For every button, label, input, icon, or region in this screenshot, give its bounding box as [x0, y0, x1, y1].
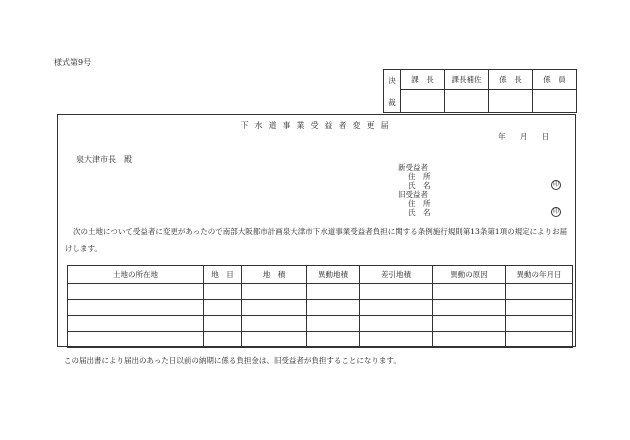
table-cell[interactable]: [204, 300, 242, 316]
table-cell[interactable]: [506, 300, 573, 316]
table-cell[interactable]: [360, 316, 433, 332]
approval-box: [383, 69, 577, 113]
table-cell[interactable]: [307, 300, 360, 316]
table-cell[interactable]: [433, 300, 506, 316]
form-frame: [57, 114, 576, 347]
col-net-area: 差引地積: [360, 266, 433, 284]
table-cell[interactable]: [204, 284, 242, 300]
date-day: 日: [541, 132, 550, 141]
stamp-cell[interactable]: [445, 90, 489, 113]
new-address-label: 住 所: [408, 172, 431, 181]
role-assistant-chief: 課長補佐: [445, 70, 489, 90]
new-name-label: 氏 名: [408, 181, 431, 190]
table-cell[interactable]: [242, 316, 307, 332]
table-cell[interactable]: [242, 300, 307, 316]
stamp-cell[interactable]: [489, 90, 533, 113]
table-row: [68, 284, 573, 300]
table-row: [68, 332, 573, 348]
table-cell[interactable]: [307, 332, 360, 348]
table-cell[interactable]: [242, 332, 307, 348]
table-cell[interactable]: [242, 284, 307, 300]
table-cell[interactable]: [433, 284, 506, 300]
col-land-category: 地 目: [204, 266, 242, 284]
date-line: [498, 131, 561, 142]
table-row: [68, 316, 573, 332]
col-change-date: 異動の年月日: [506, 266, 573, 284]
stamp-cell[interactable]: [401, 90, 445, 113]
old-address-label: 住 所: [408, 199, 431, 208]
table-cell[interactable]: [360, 284, 433, 300]
table-cell[interactable]: [307, 284, 360, 300]
date-year: 年: [498, 132, 506, 141]
table-cell[interactable]: [506, 332, 573, 348]
stamp-cell[interactable]: [533, 90, 577, 113]
table-cell[interactable]: [204, 316, 242, 332]
land-table: [67, 265, 573, 348]
role-staff: 係 員: [533, 70, 577, 90]
old-name-label: 氏 名: [408, 208, 431, 217]
kessai-char-2: 裁: [388, 97, 396, 107]
seal-icon: 印: [552, 181, 559, 188]
footnote: この届出書により届出のあった日以前の納期に係る負担金は、旧受益者が負担することになります。: [64, 356, 401, 365]
table-cell[interactable]: [506, 284, 573, 300]
seal-icon: 印: [552, 208, 559, 215]
table-cell[interactable]: [506, 316, 573, 332]
form-title: 下水道事業受益者変更届: [240, 121, 395, 130]
table-cell[interactable]: [68, 332, 204, 348]
col-change-reason: 異動の原因: [433, 266, 506, 284]
col-changed-area: 異動地積: [307, 266, 360, 284]
new-beneficiary-heading: 新受益者: [398, 163, 428, 172]
table-row: [68, 300, 573, 316]
table-cell[interactable]: [307, 316, 360, 332]
table-cell[interactable]: [68, 284, 204, 300]
body-text: 次の土地について受益者に変更があったので南部大阪都市計画泉大津市下水道事業受益者負担に関する条例施行規則第13条第1項の規定によりお届けします。: [65, 227, 568, 253]
table-cell[interactable]: [68, 316, 204, 332]
table-cell[interactable]: [433, 332, 506, 348]
date-month: 月: [519, 132, 528, 141]
col-location: 土地の所在地: [68, 266, 204, 284]
table-cell[interactable]: [433, 316, 506, 332]
col-area: 地 積: [242, 266, 307, 284]
table-cell[interactable]: [360, 300, 433, 316]
role-subsection-chief: 係 長: [489, 70, 533, 90]
role-section-chief: 課 長: [401, 70, 445, 90]
table-cell[interactable]: [360, 332, 433, 348]
kessai-char-1: 決: [388, 75, 396, 85]
form-number: 様式第9号: [54, 58, 92, 67]
addressee: 泉大津市長 殿: [76, 155, 132, 164]
old-beneficiary-heading: 旧受益者: [398, 190, 428, 199]
table-cell[interactable]: [204, 332, 242, 348]
land-table-header: [68, 266, 573, 284]
table-cell[interactable]: [68, 300, 204, 316]
kessai-label: [384, 70, 401, 113]
